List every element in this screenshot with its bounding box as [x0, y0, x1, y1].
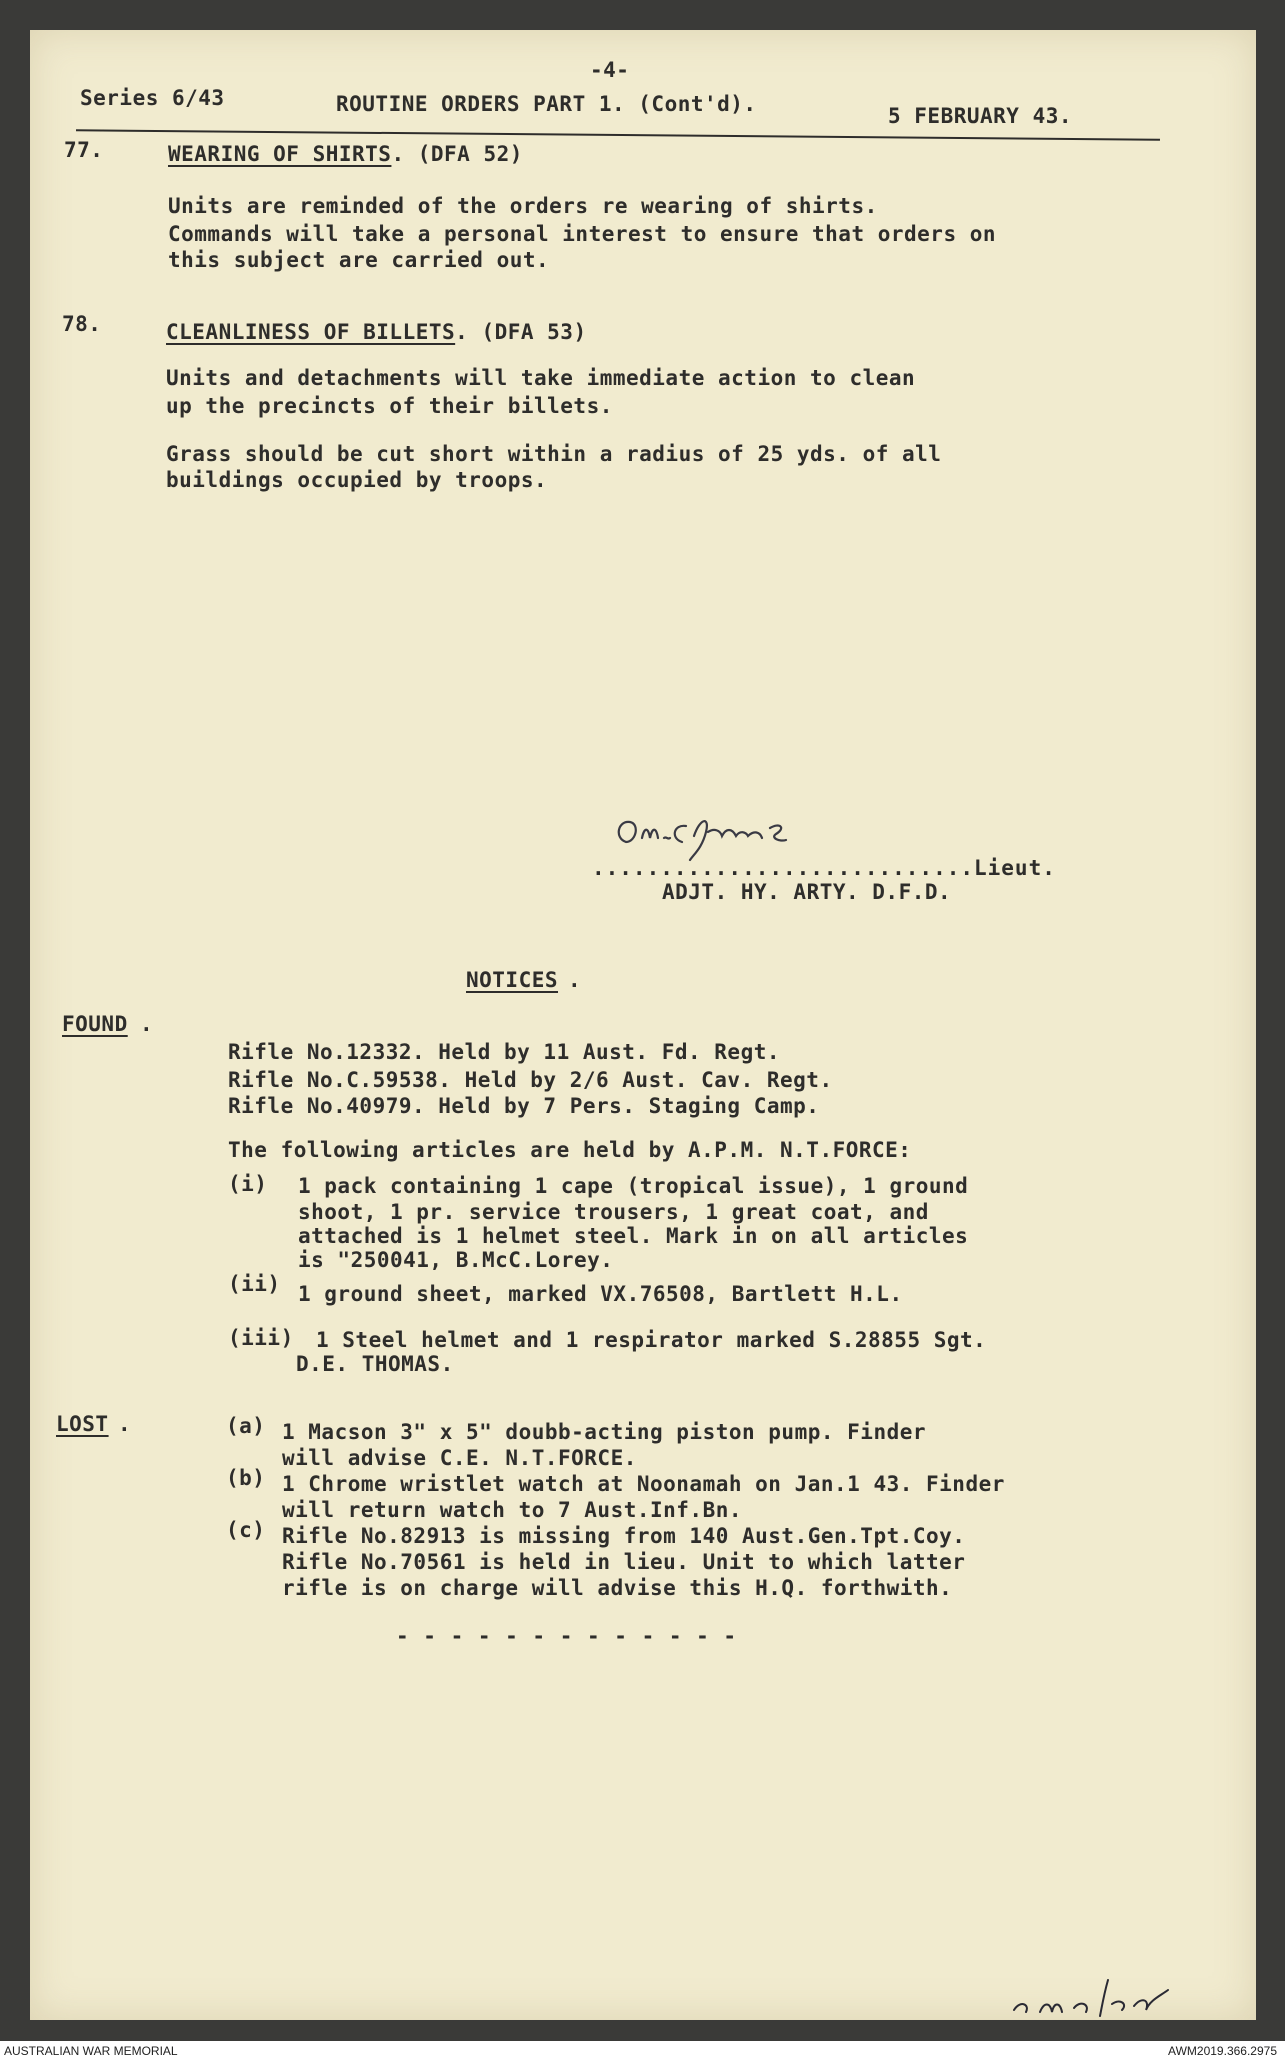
item-line: attached is 1 helmet steel. Mark in on all articles [298, 1224, 969, 1248]
order-line: Units are reminded of the orders re wearing of shirts. [168, 194, 878, 218]
found-rifle: Rifle No.40979. Held by 7 Pers. Staging Camp. [228, 1094, 820, 1118]
found-rifle: Rifle No.C.59538. Held by 2/6 Aust. Cav. Regt. [228, 1068, 833, 1092]
order-number: 77. [64, 138, 104, 162]
order-line: Grass should be cut short within a radius of 25 yds. of all [166, 442, 942, 466]
archive-footer [0, 2041, 1285, 2061]
item-marker: (ii) [228, 1272, 281, 1296]
item-line: rifle is on charge will advise this H.Q. forthwith. [282, 1576, 953, 1600]
order-line: Units and detachments will take immediate action to clean [166, 366, 916, 390]
signature-line: ............................Lieut. [592, 856, 1056, 880]
page-number: -4- [590, 58, 630, 82]
item-line: will advise C.E. N.T.FORCE. [282, 1446, 637, 1470]
item-line: 1 ground sheet, marked VX.76508, Bartlett H.L. [298, 1282, 903, 1306]
order-number: 78. [62, 312, 102, 336]
order-ref: . (DFA 53) [455, 320, 587, 344]
order-heading [168, 142, 523, 166]
item-line: 1 Chrome wristlet watch at Noonamah on Jan.1 43. Finder [282, 1472, 1005, 1496]
document-title: ROUTINE ORDERS PART 1. (Cont'd). [336, 92, 757, 116]
item-line: will return watch to 7 Aust.Inf.Bn. [282, 1498, 743, 1522]
item-line: shoot, 1 pr. service trousers, 1 great coat, and [298, 1200, 929, 1224]
lost-label: LOST [56, 1412, 109, 1436]
order-heading [166, 320, 587, 344]
found-intro: The following articles are held by A.P.M. N.T.FORCE: [228, 1138, 912, 1162]
item-line: 1 Steel helmet and 1 respirator marked S.28855 Sgt. [316, 1328, 987, 1352]
end-rule: - - - - - - - - - - - - - [396, 1624, 738, 1648]
item-marker: (a) [226, 1414, 266, 1438]
notices-heading-stop: . [568, 968, 582, 992]
footer-right-label: AWM2019.366.2975 [1168, 2044, 1277, 2058]
item-marker: (iii) [228, 1326, 294, 1350]
item-line: D.E. THOMAS. [296, 1352, 454, 1376]
order-line: buildings occupied by troops. [166, 468, 548, 492]
handwritten-scrawl [1000, 1960, 1200, 2020]
item-line: 1 Macson 3" x 5" doubb-acting piston pump. Finder [282, 1420, 927, 1444]
item-line: is "250041, B.McC.Lorey. [298, 1248, 614, 1272]
found-label: FOUND [62, 1012, 128, 1036]
order-line: up the precincts of their billets. [166, 394, 613, 418]
order-heading-text: WEARING OF SHIRTS [168, 142, 392, 166]
notices-heading: NOTICES [466, 968, 559, 992]
footer-left-label: AUSTRALIAN WAR MEMORIAL [4, 2044, 178, 2058]
order-heading-text: CLEANLINESS OF BILLETS [166, 320, 456, 344]
item-marker: (c) [226, 1518, 266, 1542]
item-marker: (i) [228, 1172, 268, 1196]
item-marker: (b) [226, 1466, 266, 1490]
item-line: Rifle No.82913 is missing from 140 Aust.Gen.Tpt.Coy. [282, 1524, 966, 1548]
order-ref: . (DFA 52) [391, 142, 523, 166]
found-rifle: Rifle No.12332. Held by 11 Aust. Fd. Regt. [228, 1040, 781, 1064]
series-label: Series 6/43 [80, 86, 225, 110]
order-line: Commands will take a personal interest to ensure that orders on [168, 222, 997, 246]
document-date: 5 FEBRUARY 43. [888, 104, 1073, 128]
item-line: 1 pack containing 1 cape (tropical issue), 1 ground [298, 1174, 969, 1198]
found-label-stop: . [140, 1012, 154, 1036]
item-line: Rifle No.70561 is held in lieu. Unit to which latter [282, 1550, 966, 1574]
lost-label-stop: . [118, 1412, 132, 1436]
signatory-title: ADJT. HY. ARTY. D.F.D. [662, 880, 952, 904]
order-line: this subject are carried out. [168, 248, 550, 272]
